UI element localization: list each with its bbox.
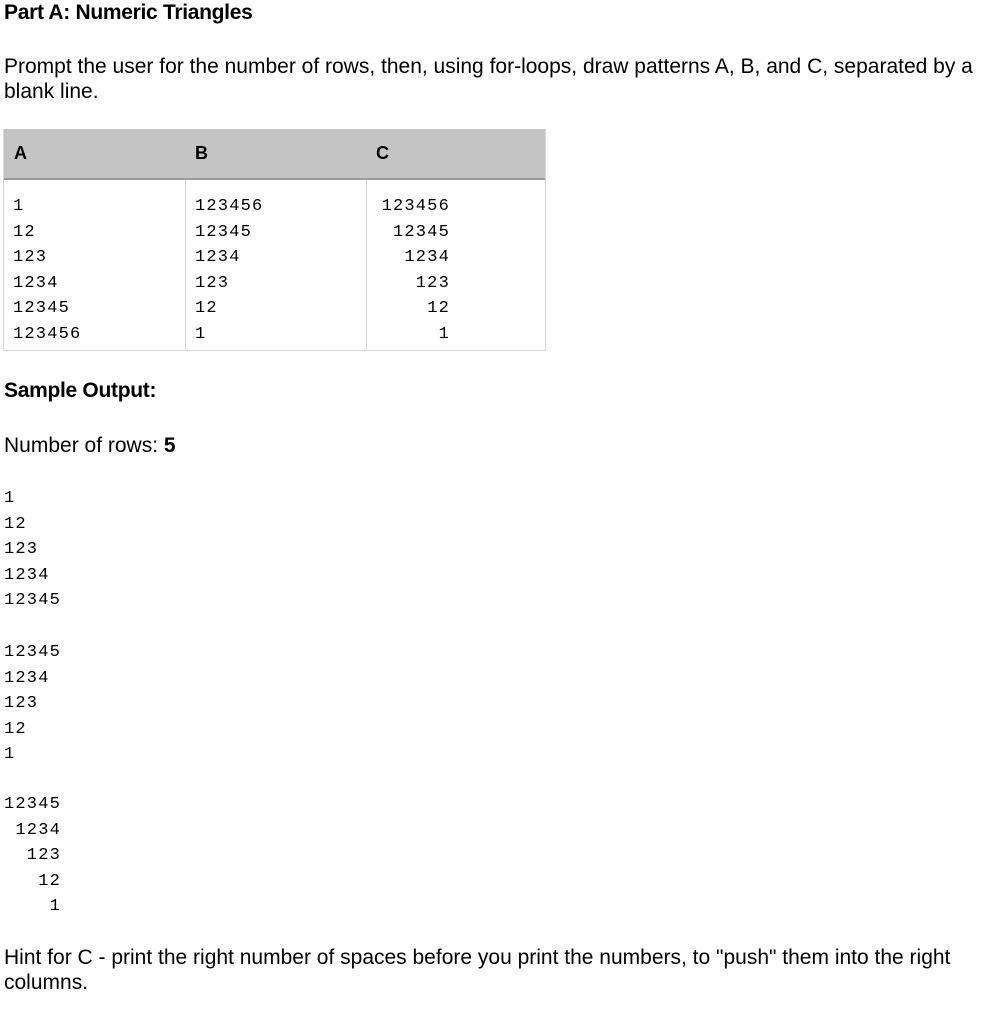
output-line: 1234 xyxy=(4,565,50,585)
output-line: 1234 xyxy=(4,668,50,688)
pattern-line: 123456 xyxy=(13,324,82,344)
pattern-line: 123456 xyxy=(381,197,450,216)
sample-output-c xyxy=(4,792,61,920)
pattern-b-lines xyxy=(195,194,263,347)
pattern-line: 1234 xyxy=(404,248,450,267)
pattern-b-cell xyxy=(185,180,366,350)
pattern-line: 12345 xyxy=(195,222,253,242)
pattern-line: 123 xyxy=(195,273,230,293)
pattern-c-cell xyxy=(366,180,545,350)
pattern-line: 12 xyxy=(195,299,218,318)
output-line: 1 xyxy=(4,745,16,764)
output-line: 1 xyxy=(4,897,62,916)
pattern-line: 1 xyxy=(13,197,25,216)
pattern-table xyxy=(3,129,546,351)
rows-prompt-value: 5 xyxy=(163,434,176,457)
pattern-line: 12 xyxy=(13,222,36,242)
output-line: 1234 xyxy=(4,820,62,840)
output-line: 12345 xyxy=(4,795,62,814)
pattern-line: 12345 xyxy=(392,222,450,242)
sample-output-b xyxy=(4,640,61,768)
pattern-c-lines xyxy=(382,194,450,347)
pattern-a-cell xyxy=(4,180,185,350)
output-line: 123 xyxy=(4,540,39,559)
page-title: Part A: Numeric Triangles xyxy=(4,1,253,24)
pattern-line: 1234 xyxy=(195,248,241,267)
pattern-line: 1234 xyxy=(13,273,59,293)
pattern-line: 12 xyxy=(427,299,450,318)
rows-prompt xyxy=(4,433,176,458)
pattern-line: 123456 xyxy=(195,197,264,216)
output-line: 12345 xyxy=(4,591,62,610)
pattern-line: 123 xyxy=(415,273,450,293)
pattern-line: 123 xyxy=(13,248,48,267)
output-line: 12345 xyxy=(4,643,62,662)
output-line: 123 xyxy=(4,694,39,713)
output-line: 123 xyxy=(4,846,62,865)
output-line: 12 xyxy=(4,719,27,739)
pattern-line: 12345 xyxy=(13,299,71,318)
output-line: 1 xyxy=(4,489,16,508)
instructions-paragraph: Prompt the user for the number of rows, then, using for-loops, draw patterns A, B, and C, separated by a blank line. xyxy=(4,55,973,103)
header-a: A xyxy=(14,143,27,163)
output-line: 12 xyxy=(4,514,27,534)
pattern-line: 1 xyxy=(438,324,450,344)
hint-paragraph: Hint for C - print the right number of spaces before you print the numbers, to "push" them into the right columns. xyxy=(4,946,951,994)
header-b: B xyxy=(195,143,208,163)
pattern-line: 1 xyxy=(195,324,207,344)
table-header-row xyxy=(4,129,545,180)
output-line: 12 xyxy=(4,871,62,891)
sample-output-a xyxy=(4,486,61,614)
header-c: C xyxy=(376,143,389,163)
sample-output-heading: Sample Output: xyxy=(4,379,157,402)
rows-prompt-label: Number of rows: xyxy=(4,434,164,457)
pattern-a-lines xyxy=(13,194,81,347)
